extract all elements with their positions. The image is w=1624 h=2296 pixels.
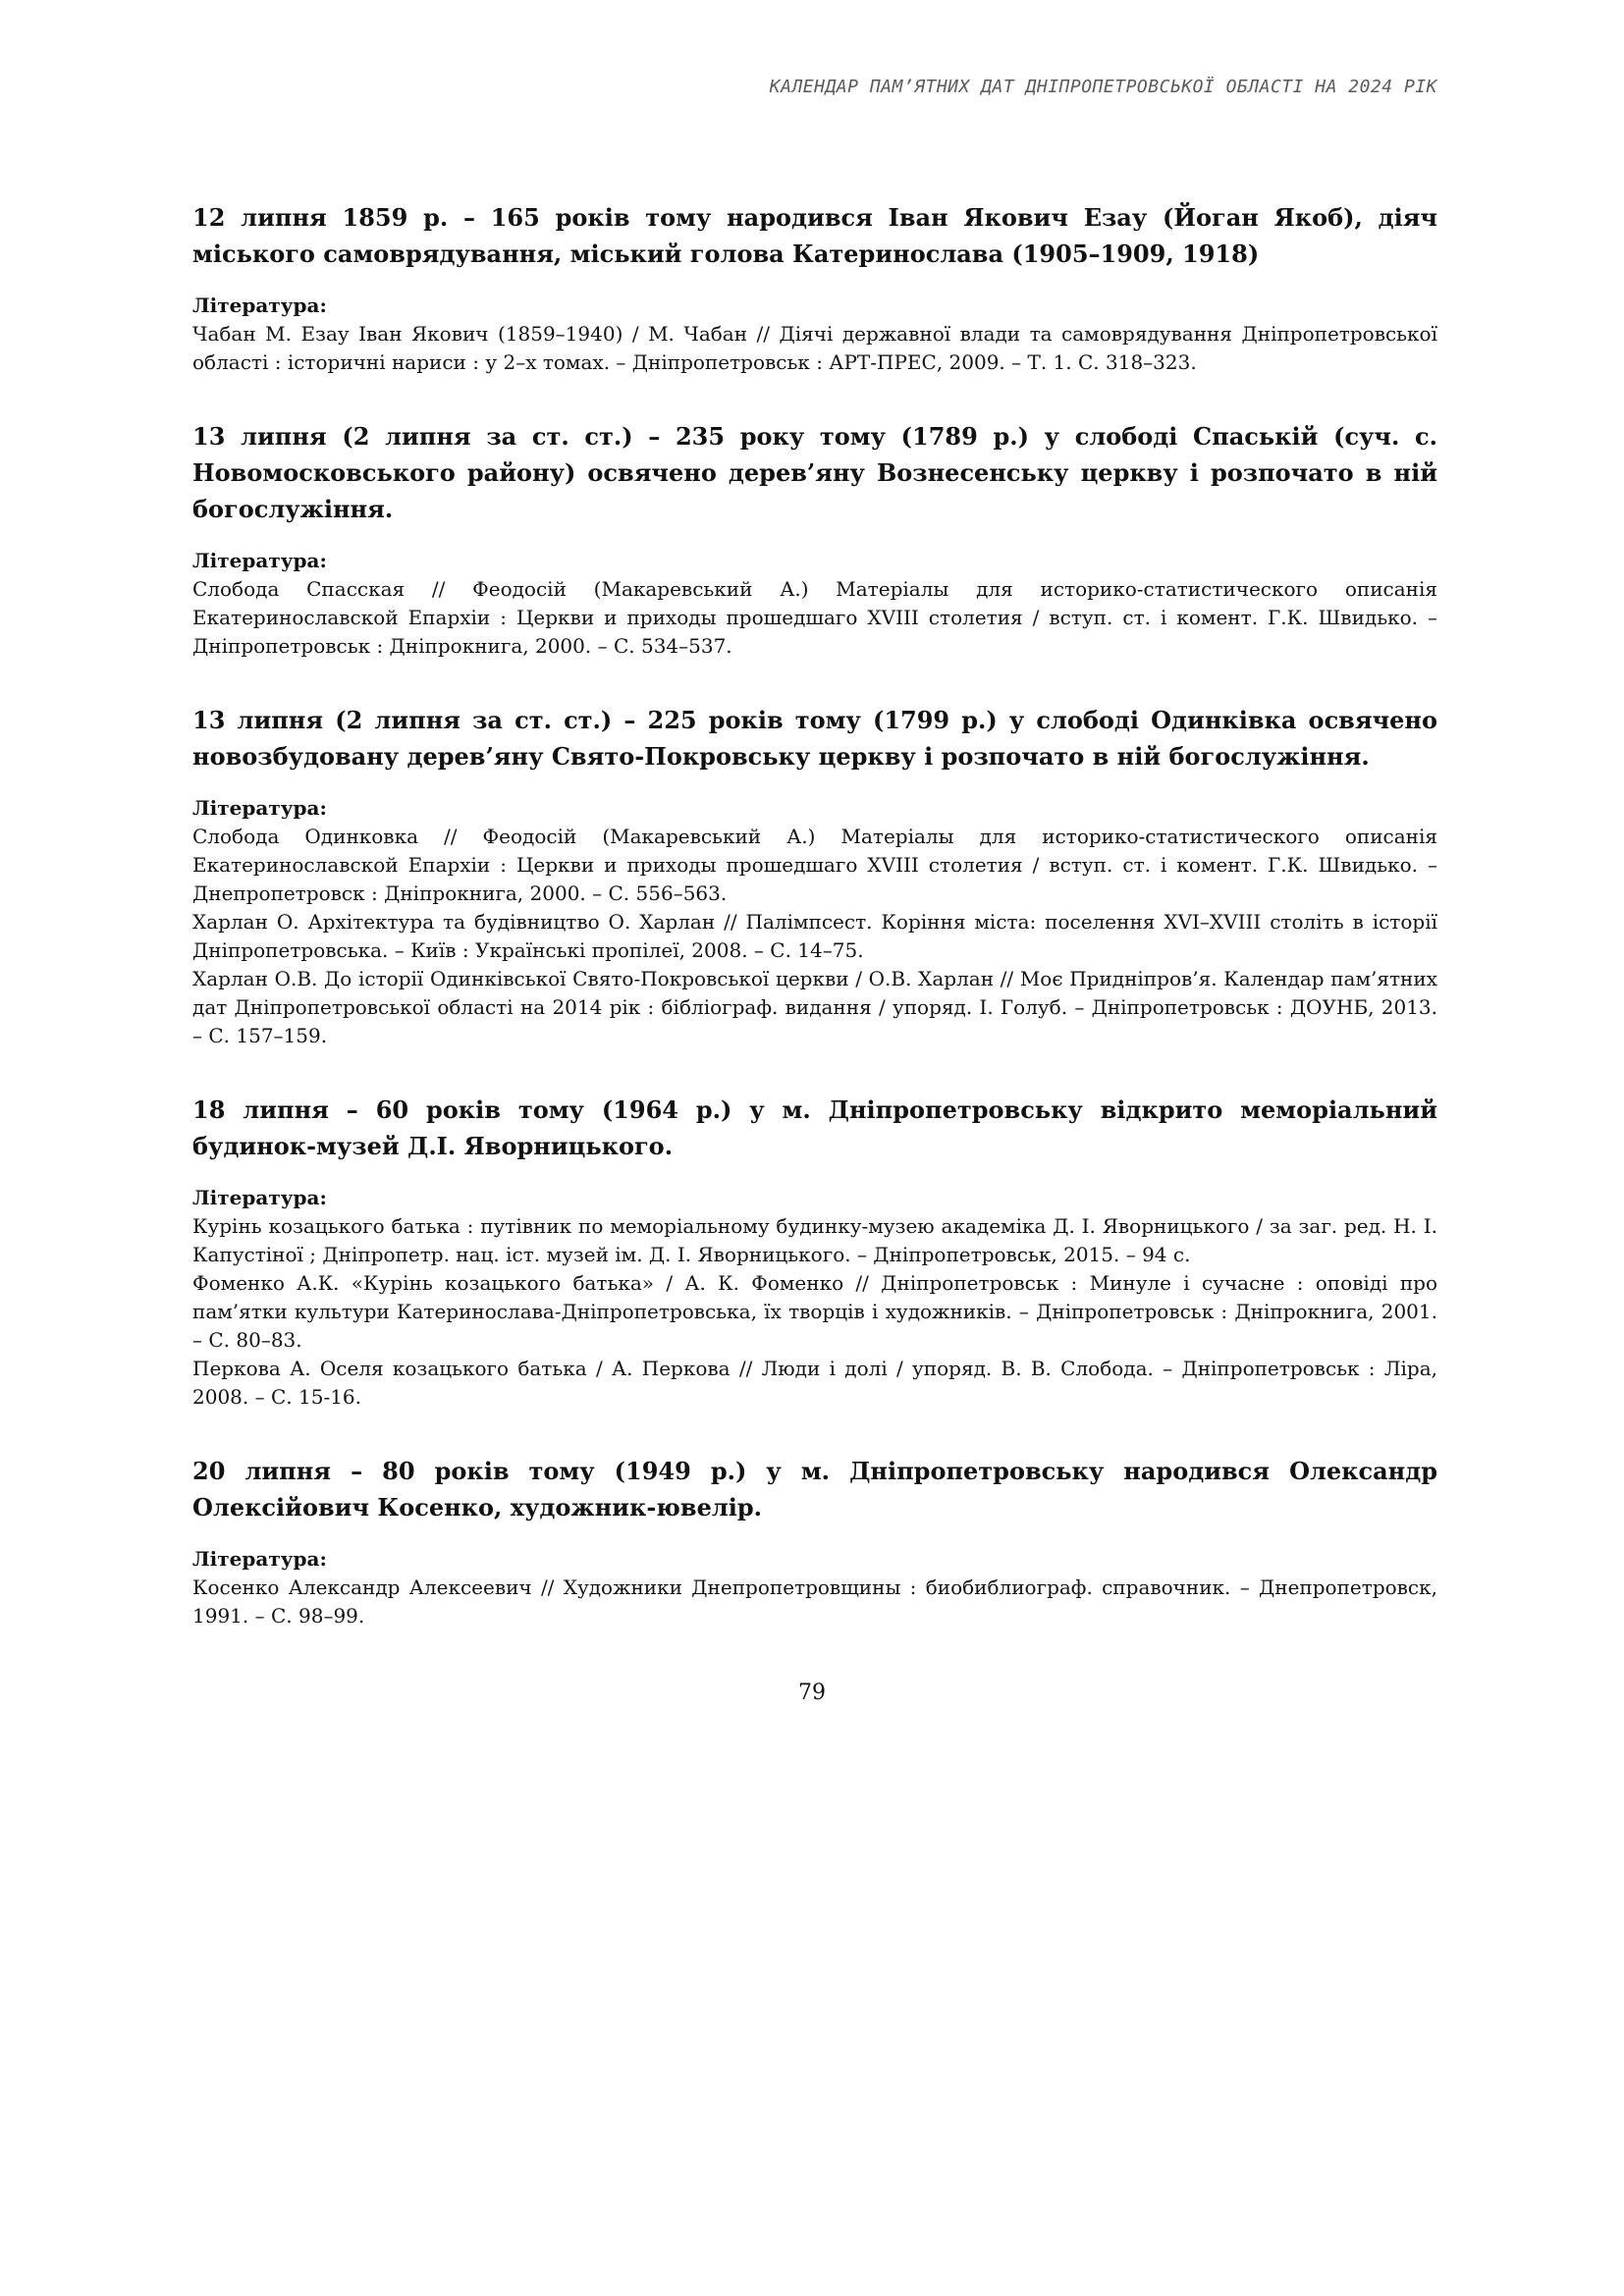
reference-item: Курінь козацького батька : путівник по меморіальному будинку-музею академіка Д. І. Яворницького / за заг. ред. Н. І. Капустіної ; Дніпропетр. нац. іст. музей ім. Д. І. Яворницького. – Дніпропетровськ, 2015. – 94 с. <box>192 1214 1437 1266</box>
calendar-entry-1 <box>192 199 1437 377</box>
reference-item: Слобода Одинковка // Феодосій (Макаревський А.) Матеріалы для историко-статистического описанія Екатеринославской Епархіи : Церкви и приходы прошедшаго XVIII столетия / вступ. ст. і комент. Г.К. Швидько. – Днепропетровск : Дніпрокнига, 2000. – С. 556–563. <box>192 825 1437 905</box>
reference-item: Харлан О.В. До історії Одинківської Свято-Покровської церкви / О.В. Харлан // Моє Придніпров’я. Календар пам’ятних дат Дніпропетровської області на 2014 рік : бібліограф. видання / упоряд. І. Голуб. – Дніпропетровськ : ДОУНБ, 2013. – С. 157–159. <box>192 967 1437 1047</box>
entry-title: 13 липня (2 липня за ст. ст.) – 225 років тому (1799 р.) у слободі Одинківка освячено новозбудовану дерев’яну Свято-Покровську церкву і розпочато в ній богослужіння. <box>192 706 1437 771</box>
literature-label: Література: <box>192 1186 327 1209</box>
entry-title: 18 липня – 60 років тому (1964 р.) у м. Дніпропетровську відкрито меморіальний будинок-музей Д.І. Яворницького. <box>192 1095 1437 1160</box>
entry-title: 20 липня – 80 років тому (1949 р.) у м. Дніпропетровську народився Олександр Олексійович Косенко, художник-ювелір. <box>192 1457 1437 1522</box>
page-number: 79 <box>798 1681 826 1705</box>
calendar-entry-3 <box>192 702 1437 1050</box>
reference-item: Фоменко А.К. «Курінь козацького батька» / А. К. Фоменко // Дніпропетровськ : Минуле і сучасне : оповіді про пам’ятки культури Катеринослава-Дніпропетровська, їх творців і художників. – Дніпропетровськ : Дніпрокнига, 2001. – С. 80–83. <box>192 1271 1437 1352</box>
reference-item: Косенко Александр Алексеевич // Художники Днепропетровщины : биобиблиограф. справочник. – Днепропетровск, 1991. – С. 98–99. <box>192 1575 1437 1628</box>
literature-label: Література: <box>192 294 327 317</box>
reference-item: Слобода Спасская // Феодосій (Макаревський А.) Матеріалы для историко-статистического описанія Екатеринославской Епархіи : Церкви и приходы прошедшаго XVIII столетия / вступ. ст. і комент. Г.К. Швидько. – Дніпропетровськ : Дніпрокнига, 2000. – С. 534–537. <box>192 577 1437 658</box>
entry-title: 12 липня 1859 р. – 165 років тому народився Іван Якович Езау (Йоган Якоб), діяч міського самоврядування, міський голова Катеринослава (1905–1909, 1918) <box>192 203 1437 268</box>
running-header: КАЛЕНДАР ПАМ’ЯТНИХ ДАТ ДНІПРОПЕТРОВСЬКОЇ ОБЛАСТІ НА 2024 РІК <box>769 77 1437 97</box>
reference-item: Перкова А. Оселя козацького батька / А. Перкова // Люди і долі / упоряд. В. В. Слобода. – Дніпропетровськ : Ліра, 2008. – С. 15-16. <box>192 1357 1437 1409</box>
calendar-entry-4 <box>192 1092 1437 1412</box>
reference-item: Чабан М. Езау Іван Якович (1859–1940) / М. Чабан // Діячі державної влади та самоврядування Дніпропетровської області : історичні нариси : у 2–х томах. – Дніпропетровськ : АРТ-ПРЕС, 2009. – Т. 1. С. 318–323. <box>192 322 1437 374</box>
literature-label: Література: <box>192 1547 327 1571</box>
literature-label: Література: <box>192 549 327 572</box>
literature-label: Література: <box>192 796 327 820</box>
entry-title: 13 липня (2 липня за ст. ст.) – 235 року тому (1789 р.) у слободі Спаській (суч. с. Новомосковського району) освячено дерев’яну Вознесенську церкву і розпочато в ній богослужіння. <box>192 422 1437 523</box>
main-content <box>192 199 1437 1672</box>
reference-item: Харлан О. Архітектура та будівництво О. Харлан // Палімпсест. Коріння міста: поселення XVI–XVIII століть в історії Дніпропетровська. – Київ : Українські пропілеї, 2008. – С. 14–75. <box>192 910 1437 962</box>
calendar-entry-2 <box>192 418 1437 661</box>
calendar-entry-5 <box>192 1453 1437 1630</box>
